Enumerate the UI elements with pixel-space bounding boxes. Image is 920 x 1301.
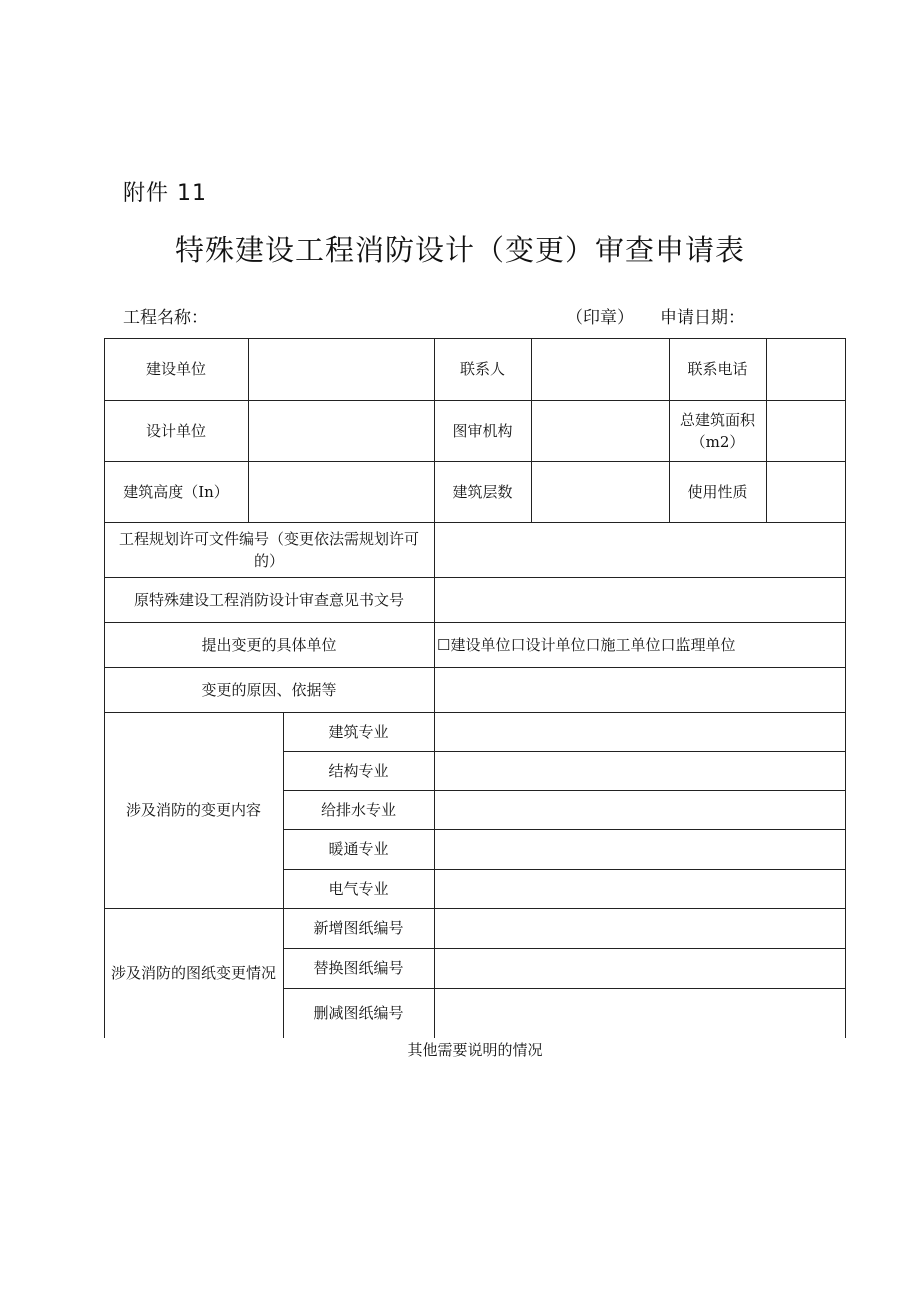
drawing-added-value[interactable] bbox=[434, 908, 845, 948]
discipline-hvac-value[interactable] bbox=[434, 829, 845, 869]
usage-value[interactable] bbox=[766, 461, 845, 522]
building-height-label: 建筑高度（In） bbox=[123, 482, 229, 501]
permit-no-label: 工程规划许可文件编号（变更依法需规划许可的） bbox=[118, 529, 419, 570]
drawing-added-label: 新增图纸编号 bbox=[313, 919, 404, 937]
review-agency-label: 图审机构 bbox=[452, 421, 513, 440]
discipline-plumbing-value[interactable] bbox=[434, 790, 845, 829]
floors-label: 建筑层数 bbox=[452, 482, 513, 501]
building-height-value[interactable] bbox=[248, 461, 434, 522]
usage-label: 使用性质 bbox=[687, 482, 748, 501]
drawing-replaced-label: 替换图纸编号 bbox=[313, 959, 404, 977]
orig-opinion-no-label: 原特殊建设工程消防设计审查意见书文号 bbox=[133, 590, 404, 609]
build-unit-label: 建设单位 bbox=[145, 360, 206, 378]
build-unit-value[interactable] bbox=[248, 338, 434, 400]
design-unit-label: 设计单位 bbox=[145, 421, 206, 440]
permit-no-value[interactable] bbox=[434, 522, 845, 577]
floors-value[interactable] bbox=[531, 461, 669, 522]
drawing-deleted-label: 删减图纸编号 bbox=[313, 1004, 404, 1022]
contact-label: 联系人 bbox=[459, 360, 505, 378]
other-notes-label: 其他需要说明的情况 bbox=[407, 1041, 543, 1059]
discipline-electrical-value[interactable] bbox=[434, 869, 845, 908]
drawing-replaced-value[interactable] bbox=[434, 948, 845, 988]
change-proposer-options[interactable]: ☐建设单位口设计单位口施工单位口监理单位 bbox=[437, 635, 736, 654]
discipline-architecture-value[interactable] bbox=[434, 712, 845, 751]
change-reason-value[interactable] bbox=[434, 667, 845, 712]
discipline-structure-value[interactable] bbox=[434, 751, 845, 790]
attachment-number: 附件 11 bbox=[123, 181, 207, 206]
discipline-electrical: 电气专业 bbox=[328, 879, 389, 898]
discipline-plumbing: 给排水专业 bbox=[320, 800, 396, 819]
form-title: 特殊建设工程消防设计（变更）审查申请表 bbox=[174, 233, 745, 267]
apply-date-label: 申请日期： bbox=[660, 308, 745, 328]
change-reason-label: 变更的原因、依据等 bbox=[201, 680, 337, 699]
discipline-architecture: 建筑专业 bbox=[328, 722, 389, 741]
seal-label: （印章） bbox=[566, 308, 634, 328]
contact-phone-value[interactable] bbox=[766, 338, 845, 400]
contact-value[interactable] bbox=[531, 338, 669, 400]
discipline-structure: 结构专业 bbox=[328, 761, 389, 780]
fire-change-content-label: 涉及消防的变更内容 bbox=[125, 801, 261, 819]
total-area-value[interactable] bbox=[766, 400, 845, 461]
drawing-deleted-value[interactable] bbox=[434, 988, 845, 1038]
orig-opinion-no-value[interactable] bbox=[434, 577, 845, 622]
change-proposer-label: 提出变更的具体单位 bbox=[201, 635, 337, 654]
review-agency-value[interactable] bbox=[531, 400, 669, 461]
design-unit-value[interactable] bbox=[248, 400, 434, 461]
drawing-change-label: 涉及消防的图纸变更情况 bbox=[110, 964, 276, 982]
discipline-hvac: 暖通专业 bbox=[328, 840, 389, 858]
table-border-right bbox=[845, 338, 846, 1038]
contact-phone-label: 联系电话 bbox=[687, 360, 748, 378]
project-name-label: 工程名称： bbox=[123, 308, 208, 328]
total-area-label: 总建筑面积（m2） bbox=[679, 410, 755, 451]
